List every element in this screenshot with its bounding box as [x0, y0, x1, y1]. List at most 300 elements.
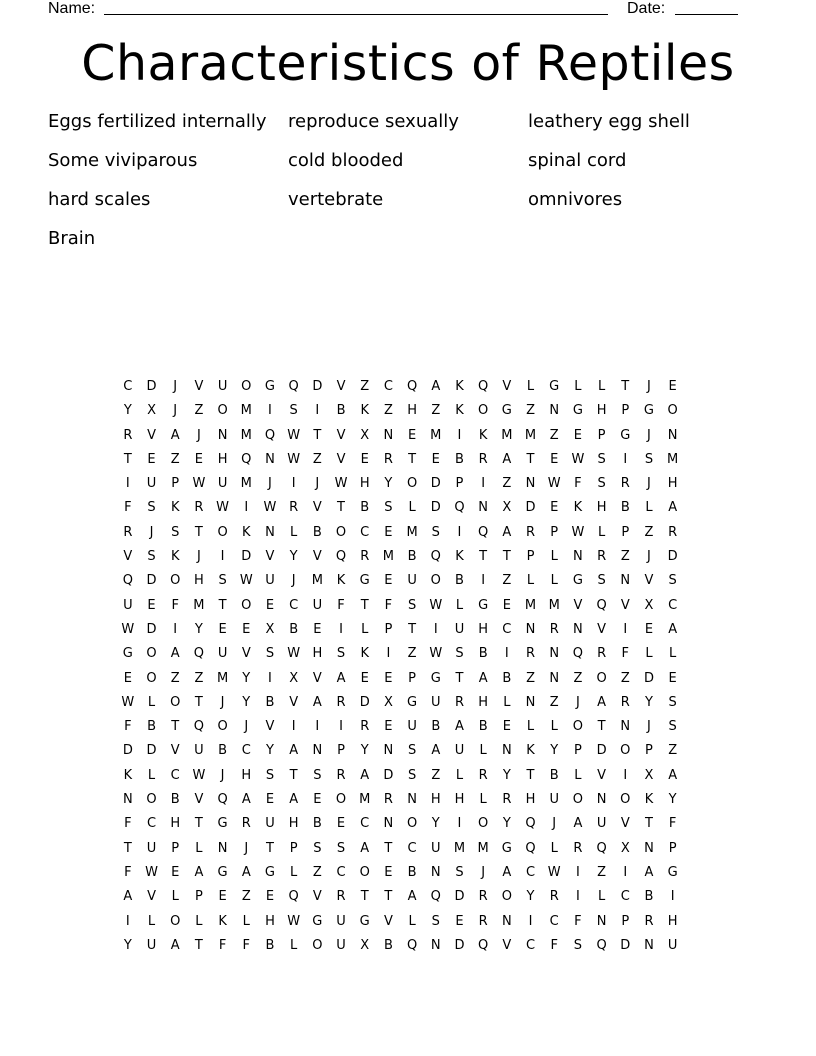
- grid-letter: R: [597, 549, 607, 565]
- grid-letter: C: [241, 743, 251, 759]
- grid-letter: U: [312, 597, 323, 613]
- grid-letter: L: [550, 573, 558, 589]
- word-list-item: spinal cord: [528, 150, 627, 171]
- grid-letter: D: [146, 379, 157, 394]
- grid-letter: U: [407, 719, 417, 735]
- grid-letter: G: [572, 403, 583, 419]
- grid-letter: T: [171, 719, 180, 735]
- grid-letter: N: [549, 670, 560, 686]
- grid-letter: C: [668, 597, 678, 613]
- grid-letter: J: [244, 719, 249, 735]
- grid-letter: I: [670, 889, 675, 905]
- grid-letter: K: [336, 573, 346, 589]
- grid-letter: X: [620, 840, 630, 856]
- grid-letter: Z: [431, 403, 441, 419]
- grid-letter: A: [241, 792, 251, 808]
- grid-letter: H: [194, 573, 204, 589]
- grid-letter: S: [597, 573, 606, 589]
- grid-letter: S: [597, 451, 606, 467]
- grid-letter: Y: [242, 670, 251, 686]
- grid-letter: E: [360, 670, 369, 686]
- grid-letter: X: [644, 767, 654, 783]
- grid-letter: S: [147, 549, 156, 565]
- grid-letter: U: [194, 743, 204, 759]
- grid-letter: S: [407, 743, 417, 759]
- grid-letter: F: [574, 913, 582, 929]
- grid-letter: I: [457, 524, 462, 540]
- grid-letter: V: [265, 549, 275, 565]
- grid-letter: I: [457, 816, 462, 832]
- grid-letter: D: [430, 500, 441, 516]
- grid-letter: V: [265, 719, 275, 735]
- grid-letter: S: [431, 524, 440, 540]
- grid-letter: R: [620, 694, 630, 710]
- grid-letter: W: [571, 451, 585, 467]
- grid-row: [116, 399, 708, 423]
- grid-letter: I: [623, 451, 628, 467]
- grid-row: [116, 812, 708, 836]
- grid-letter: I: [339, 719, 343, 735]
- grid-letter: N: [644, 840, 654, 856]
- grid-letter: L: [597, 524, 606, 540]
- grid-letter: B: [265, 694, 275, 710]
- grid-letter: G: [643, 403, 654, 419]
- grid-letter: S: [407, 597, 417, 613]
- grid-letter: L: [550, 549, 558, 565]
- grid-letter: R: [123, 524, 133, 540]
- grid-letter: O: [572, 792, 584, 808]
- grid-letter: H: [596, 500, 607, 516]
- grid-letter: R: [383, 451, 393, 467]
- grid-letter: P: [573, 743, 582, 759]
- grid-letter: Z: [620, 549, 630, 565]
- grid-letter: M: [477, 840, 489, 856]
- grid-letter: R: [336, 889, 346, 905]
- grid-letter: N: [478, 500, 489, 516]
- grid-letter: S: [265, 767, 275, 783]
- grid-letter: B: [360, 500, 370, 516]
- grid-letter: F: [384, 597, 393, 613]
- grid-letter: P: [194, 889, 203, 905]
- grid-letter: M: [453, 840, 466, 856]
- grid-letter: R: [549, 889, 559, 905]
- grid-letter: I: [291, 476, 296, 492]
- grid-letter: K: [360, 403, 369, 419]
- grid-letter: U: [146, 937, 157, 953]
- grid-letter: Q: [193, 719, 205, 735]
- grid-letter: T: [526, 767, 535, 783]
- grid-letter: V: [502, 937, 512, 953]
- grid-letter: O: [146, 792, 157, 808]
- grid-letter: C: [360, 816, 370, 832]
- grid-letter: N: [383, 816, 394, 832]
- grid-letter: V: [123, 549, 133, 565]
- grid-letter: J: [647, 549, 651, 565]
- grid-letter: R: [573, 840, 583, 856]
- grid-letter: B: [431, 719, 441, 735]
- grid-letter: J: [647, 427, 651, 443]
- grid-letter: U: [123, 597, 133, 613]
- grid-letter: H: [430, 792, 441, 808]
- grid-letter: V: [170, 743, 180, 759]
- grid-letter: L: [361, 621, 369, 637]
- grid-letter: C: [549, 913, 559, 929]
- grid-letter: H: [478, 694, 489, 710]
- grid-letter: Q: [596, 937, 607, 953]
- grid-letter: A: [241, 864, 251, 880]
- grid-letter: U: [336, 937, 346, 953]
- grid-letter: Q: [122, 573, 133, 589]
- grid-letter: R: [478, 889, 488, 905]
- grid-letter: M: [524, 597, 537, 613]
- grid-letter: E: [384, 719, 393, 735]
- grid-letter: C: [123, 379, 133, 394]
- grid-row: [116, 715, 708, 739]
- grid-letter: H: [312, 646, 323, 662]
- grid-letter: K: [242, 524, 251, 540]
- grid-letter: I: [291, 719, 296, 735]
- grid-letter: R: [478, 451, 488, 467]
- grid-letter: Z: [431, 767, 441, 783]
- grid-letter: H: [288, 816, 299, 832]
- grid-letter: I: [268, 403, 272, 419]
- grid-letter: Z: [502, 573, 512, 589]
- grid-letter: S: [407, 767, 417, 783]
- grid-letter: L: [290, 524, 298, 540]
- grid-row: [116, 618, 708, 642]
- grid-letter: L: [290, 937, 298, 953]
- grid-letter: L: [550, 840, 558, 856]
- grid-letter: S: [597, 476, 606, 492]
- grid-letter: B: [478, 719, 488, 735]
- grid-letter: D: [430, 476, 441, 492]
- word-search-grid: [116, 375, 708, 958]
- grid-letter: K: [478, 427, 488, 443]
- grid-letter: H: [454, 792, 465, 808]
- grid-letter: W: [121, 694, 135, 710]
- grid-letter: Q: [596, 840, 607, 856]
- grid-letter: Q: [478, 379, 489, 394]
- grid-letter: D: [643, 670, 654, 686]
- grid-letter: O: [572, 719, 584, 735]
- grid-letter: B: [502, 670, 512, 686]
- grid-letter: O: [478, 403, 489, 419]
- grid-letter: I: [244, 500, 249, 516]
- grid-letter: W: [192, 767, 206, 783]
- grid-letter: L: [597, 889, 606, 905]
- grid-letter: L: [408, 500, 416, 516]
- grid-letter: B: [289, 621, 299, 637]
- grid-letter: W: [429, 597, 443, 613]
- grid-letter: E: [502, 597, 511, 613]
- grid-letter: K: [218, 913, 227, 929]
- grid-letter: S: [455, 646, 464, 662]
- grid-letter: Q: [478, 524, 489, 540]
- grid-letter: Q: [217, 792, 228, 808]
- grid-letter: N: [217, 427, 228, 443]
- grid-letter: P: [621, 913, 630, 929]
- grid-letter: M: [406, 524, 418, 540]
- grid-letter: Y: [668, 792, 677, 808]
- grid-letter: O: [217, 403, 228, 419]
- grid-letter: F: [668, 816, 677, 832]
- grid-letter: U: [667, 937, 678, 953]
- grid-letter: J: [268, 476, 272, 492]
- grid-letter: I: [268, 670, 272, 686]
- grid-letter: G: [501, 840, 512, 856]
- grid-letter: M: [240, 403, 252, 419]
- grid-letter: P: [171, 476, 180, 492]
- grid-letter: W: [547, 864, 561, 880]
- grid-letter: Y: [431, 816, 440, 832]
- grid-letter: C: [146, 816, 157, 832]
- grid-letter: B: [407, 549, 417, 565]
- grid-letter: U: [336, 913, 346, 929]
- grid-letter: O: [170, 573, 181, 589]
- grid-letter: S: [265, 646, 275, 662]
- grid-letter: E: [265, 792, 275, 808]
- word-list-item: omnivores: [528, 189, 623, 210]
- grid-letter: V: [312, 549, 322, 565]
- word-list-item: cold blooded: [288, 150, 404, 171]
- grid-row: [116, 521, 708, 545]
- grid-letter: A: [170, 427, 180, 443]
- grid-letter: I: [339, 621, 343, 637]
- grid-letter: J: [196, 549, 201, 565]
- grid-letter: S: [218, 573, 227, 589]
- grid-letter: O: [241, 597, 252, 613]
- grid-letter: Y: [384, 476, 393, 492]
- grid-letter: R: [644, 913, 654, 929]
- grid-letter: A: [668, 621, 678, 637]
- grid-letter: V: [147, 889, 156, 905]
- grid-letter: N: [667, 427, 678, 443]
- grid-letter: N: [525, 476, 536, 492]
- grid-letter: R: [123, 427, 133, 443]
- grid-letter: W: [429, 646, 443, 662]
- page-title: Characteristics of Reptiles: [81, 35, 735, 92]
- grid-letter: E: [360, 451, 369, 467]
- grid-letter: B: [455, 573, 464, 589]
- grid-letter: A: [360, 767, 370, 783]
- grid-letter: G: [478, 597, 489, 613]
- grid-letter: A: [360, 840, 370, 856]
- grid-row: [116, 788, 708, 812]
- grid-letter: O: [406, 816, 418, 832]
- grid-letter: M: [382, 549, 395, 565]
- grid-letter: R: [454, 694, 464, 710]
- grid-letter: G: [501, 403, 512, 419]
- grid-letter: O: [241, 379, 252, 394]
- grid-letter: H: [217, 451, 228, 467]
- grid-letter: T: [597, 719, 606, 735]
- grid-letter: G: [264, 379, 275, 394]
- grid-letter: J: [173, 403, 178, 419]
- grid-letter: G: [620, 427, 631, 443]
- grid-letter: Q: [241, 451, 252, 467]
- grid-letter: R: [478, 913, 488, 929]
- word-row: [48, 109, 768, 148]
- grid-letter: Q: [288, 379, 299, 394]
- grid-letter: P: [668, 840, 677, 856]
- grid-letter: T: [455, 670, 464, 686]
- grid-letter: N: [573, 549, 583, 565]
- grid-letter: M: [430, 427, 442, 443]
- grid-letter: Q: [264, 427, 276, 443]
- grid-letter: R: [360, 719, 370, 735]
- word-list-item: Eggs fertilized internally: [48, 111, 267, 132]
- grid-letter: U: [407, 573, 417, 589]
- grid-letter: W: [239, 573, 253, 589]
- grid-letter: N: [525, 694, 536, 710]
- grid-letter: J: [575, 694, 580, 710]
- word-list-item: reproduce sexually: [288, 111, 459, 132]
- grid-letter: E: [123, 670, 132, 686]
- grid-letter: E: [668, 670, 677, 686]
- grid-letter: Y: [194, 621, 203, 637]
- grid-letter: J: [220, 694, 225, 710]
- grid-letter: V: [573, 597, 583, 613]
- grid-letter: V: [336, 379, 346, 394]
- grid-letter: D: [146, 621, 157, 637]
- grid-row: [116, 667, 708, 691]
- header: [48, 0, 748, 20]
- grid-letter: E: [668, 379, 677, 394]
- grid-letter: R: [502, 792, 512, 808]
- word-list-item: leathery egg shell: [528, 111, 690, 132]
- grid-letter: D: [596, 743, 607, 759]
- grid-letter: M: [667, 451, 679, 467]
- name-label: Name:: [48, 0, 96, 17]
- grid-letter: D: [122, 743, 133, 759]
- grid-letter: E: [384, 670, 393, 686]
- grid-letter: N: [644, 937, 654, 953]
- grid-letter: T: [123, 840, 132, 856]
- grid-letter: Y: [360, 743, 369, 759]
- grid-letter: B: [455, 451, 464, 467]
- grid-row: [116, 739, 708, 763]
- grid-letter: D: [454, 889, 465, 905]
- grid-letter: D: [383, 767, 394, 783]
- grid-letter: G: [312, 913, 323, 929]
- grid-letter: T: [194, 694, 203, 710]
- grid-letter: T: [123, 451, 132, 467]
- grid-letter: U: [454, 743, 465, 759]
- grid-letter: V: [312, 889, 322, 905]
- grid-letter: N: [620, 719, 631, 735]
- grid-letter: I: [315, 719, 320, 735]
- grid-letter: H: [241, 767, 252, 783]
- grid-letter: F: [124, 500, 132, 516]
- grid-letter: S: [336, 840, 346, 856]
- grid-letter: H: [667, 476, 678, 492]
- grid-letter: Z: [597, 864, 607, 880]
- grid-letter: E: [407, 427, 417, 443]
- grid-letter: A: [502, 451, 512, 467]
- grid-letter: P: [621, 403, 630, 419]
- grid-letter: I: [173, 621, 178, 637]
- grid-letter: Q: [596, 597, 607, 613]
- grid-letter: J: [647, 476, 651, 492]
- grid-letter: Z: [170, 670, 180, 686]
- grid-letter: L: [669, 646, 677, 662]
- grid-letter: P: [550, 524, 559, 540]
- grid-letter: R: [289, 500, 299, 516]
- grid-letter: J: [647, 379, 651, 394]
- grid-letter: V: [194, 792, 204, 808]
- grid-letter: S: [147, 500, 156, 516]
- grid-letter: N: [620, 573, 631, 589]
- grid-letter: W: [287, 913, 301, 929]
- grid-letter: I: [623, 767, 628, 783]
- grid-letter: V: [336, 427, 346, 443]
- grid-letter: V: [597, 621, 607, 637]
- grid-letter: T: [194, 524, 203, 540]
- grid-row: [116, 885, 708, 909]
- grid-letter: B: [312, 816, 322, 832]
- grid-letter: W: [192, 476, 206, 492]
- grid-letter: T: [289, 767, 298, 783]
- grid-letter: C: [289, 597, 299, 613]
- grid-letter: V: [644, 573, 654, 589]
- grid-letter: B: [147, 719, 156, 735]
- grid-letter: L: [147, 694, 156, 710]
- grid-letter: T: [384, 840, 393, 856]
- grid-letter: I: [433, 621, 438, 637]
- grid-letter: U: [431, 840, 441, 856]
- grid-letter: E: [313, 792, 322, 808]
- grid-letter: X: [289, 670, 299, 686]
- grid-letter: A: [644, 864, 654, 880]
- grid-row: [116, 837, 708, 861]
- grid-letter: L: [526, 719, 535, 735]
- grid-letter: V: [147, 427, 156, 443]
- grid-letter: R: [668, 524, 678, 540]
- grid-letter: P: [408, 670, 417, 686]
- grid-letter: O: [146, 670, 157, 686]
- grid-letter: E: [194, 451, 204, 467]
- grid-letter: F: [574, 476, 582, 492]
- grid-letter: J: [291, 573, 296, 589]
- grid-letter: W: [145, 864, 158, 880]
- grid-letter: S: [289, 403, 298, 419]
- grid-letter: O: [217, 719, 228, 735]
- grid-letter: B: [644, 889, 654, 905]
- grid-letter: T: [526, 451, 535, 467]
- grid-row: [116, 861, 708, 885]
- grid-letter: Z: [407, 646, 417, 662]
- grid-letter: Q: [454, 500, 465, 516]
- grid-letter: Z: [312, 864, 322, 880]
- grid-letter: I: [504, 646, 509, 662]
- grid-letter: Z: [241, 889, 251, 905]
- grid-letter: H: [596, 403, 607, 419]
- grid-letter: Y: [123, 403, 132, 419]
- grid-letter: U: [217, 379, 228, 394]
- grid-letter: V: [336, 451, 346, 467]
- grid-letter: U: [431, 694, 441, 710]
- grid-letter: I: [457, 427, 462, 443]
- grid-letter: M: [240, 427, 252, 443]
- grid-row: [116, 642, 708, 666]
- grid-letter: N: [312, 743, 323, 759]
- grid-letter: U: [549, 792, 559, 808]
- grid-letter: Y: [242, 694, 251, 710]
- grid-letter: K: [526, 743, 535, 759]
- grid-letter: L: [195, 840, 203, 856]
- grid-letter: Q: [572, 646, 584, 662]
- grid-letter: U: [146, 840, 157, 856]
